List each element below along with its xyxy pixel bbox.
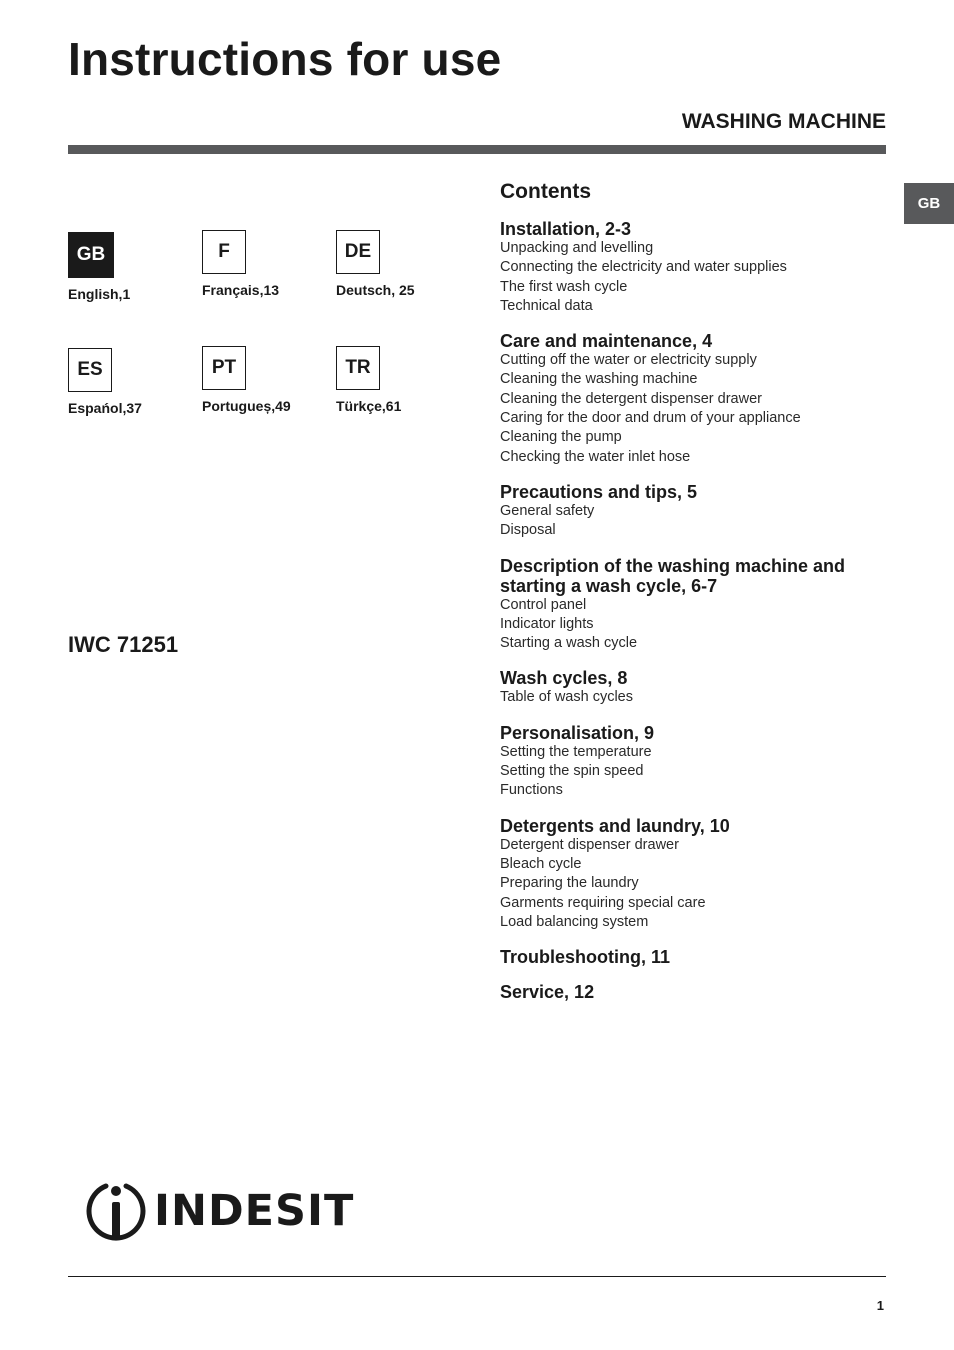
section-heading: Wash cycles, 8 <box>500 668 628 689</box>
language-tr <box>336 346 466 414</box>
section-item: Indicator lights <box>500 615 594 632</box>
language-label: Espańol,37 <box>68 400 142 416</box>
language-code-badge: ES <box>68 348 112 392</box>
section-item: Table of wash cycles <box>500 689 633 706</box>
contents-section <box>500 482 880 541</box>
language-label: Français,13 <box>202 282 280 298</box>
section-item: Setting the spin speed <box>500 763 644 780</box>
section-item: Checking the water inlet hose <box>500 448 691 465</box>
page-number: 1 <box>876 1298 884 1313</box>
language-f <box>202 230 332 298</box>
section-item: Garments requiring special care <box>500 894 706 911</box>
section-heading: Personalisation, 9 <box>500 722 655 743</box>
contents-section <box>500 723 880 801</box>
section-item: Functions <box>500 782 563 799</box>
language-pt <box>202 346 332 414</box>
indesit-i-logo-icon <box>84 1182 148 1244</box>
contents-section <box>500 219 880 316</box>
language-label: Portugueș,49 <box>202 398 291 414</box>
contents-section <box>500 668 880 707</box>
contents-section <box>500 816 880 932</box>
brand-name: INDESIT <box>154 1186 355 1236</box>
section-item: Caring for the door and drum of your appliance <box>500 410 801 427</box>
section-item: General safety <box>500 502 595 519</box>
language-code-badge: DE <box>336 230 380 274</box>
indesit-logo <box>84 1182 355 1244</box>
language-de <box>336 230 466 298</box>
top-divider <box>68 145 886 154</box>
section-item: Load balancing system <box>500 913 649 930</box>
language-label: Deutsch, 25 <box>336 282 415 298</box>
section-item: Connecting the electricity and water supplies <box>500 259 787 276</box>
section-item: Disposal <box>500 522 556 539</box>
table-of-contents <box>500 180 880 1017</box>
language-side-tab: GB <box>904 183 954 224</box>
section-item: Cleaning the detergent dispenser drawer <box>500 390 762 407</box>
section-item: Cutting off the water or electricity supply <box>500 352 757 369</box>
language-gb <box>68 232 198 302</box>
language-code-badge: GB <box>68 232 114 278</box>
section-item: The first wash cycle <box>500 278 628 295</box>
contents-heading: Contents <box>500 180 591 203</box>
model-number: IWC 71251 <box>68 632 179 657</box>
section-item: Unpacking and levelling <box>500 240 654 256</box>
document-subtitle: WASHING MACHINE <box>681 110 886 133</box>
contents-sections <box>500 219 880 1002</box>
contents-section <box>500 331 880 467</box>
contents-section <box>500 982 880 1002</box>
contents-section <box>500 556 880 654</box>
section-heading: Installation, 2-3 <box>500 219 632 239</box>
language-es <box>68 348 198 416</box>
section-item: Bleach cycle <box>500 855 582 872</box>
section-item: Technical data <box>500 297 593 314</box>
section-heading: Troubleshooting, 11 <box>500 947 671 968</box>
section-item: Setting the temperature <box>500 743 652 760</box>
section-item: Detergent dispenser drawer <box>500 836 679 853</box>
section-heading: Service, 12 <box>500 982 595 1003</box>
section-heading: Description of the washing machine and starting a wash cycle, 6-7 <box>500 555 846 596</box>
page-title: Instructions for use <box>68 33 502 85</box>
language-code-badge: PT <box>202 346 246 390</box>
language-code-badge: TR <box>336 346 380 390</box>
bottom-divider <box>68 1276 886 1277</box>
language-label: Türkçe,61 <box>336 398 402 414</box>
contents-section <box>500 947 880 967</box>
section-item: Cleaning the washing machine <box>500 371 698 388</box>
section-item: Control panel <box>500 596 587 613</box>
language-label: English,1 <box>68 286 131 302</box>
section-item: Starting a wash cycle <box>500 635 638 652</box>
section-item: Preparing the laundry <box>500 875 639 892</box>
section-item: Cleaning the pump <box>500 429 622 446</box>
section-heading: Detergents and laundry, 10 <box>500 815 730 836</box>
language-code-badge: F <box>202 230 246 274</box>
section-heading: Precautions and tips, 5 <box>500 481 698 502</box>
section-heading: Care and maintenance, 4 <box>500 331 713 352</box>
